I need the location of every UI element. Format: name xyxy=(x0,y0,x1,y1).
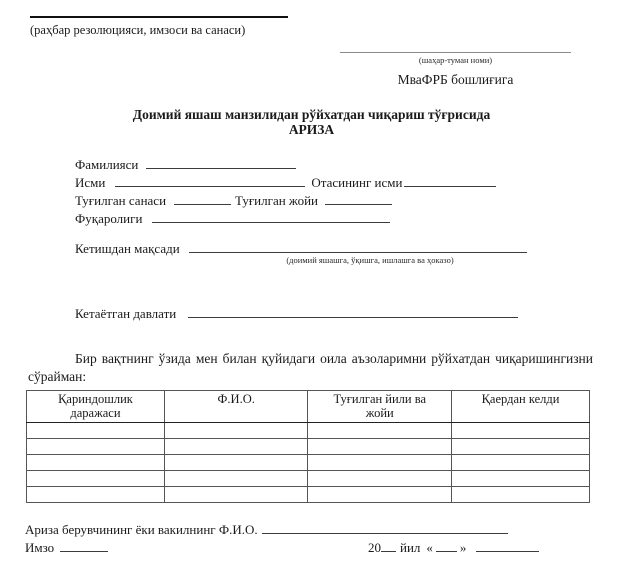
table-empty-rows xyxy=(27,423,590,503)
month-blank xyxy=(476,538,539,552)
document-title-line2: АРИЗА xyxy=(288,122,335,137)
empty-cell xyxy=(452,423,590,439)
signature-row xyxy=(25,538,108,556)
table-row xyxy=(27,487,590,503)
day-blank xyxy=(436,538,457,552)
empty-cell xyxy=(164,423,308,439)
name-blank xyxy=(115,173,305,187)
empty-cell xyxy=(308,439,452,455)
empty-cell xyxy=(164,487,308,503)
family-members-table xyxy=(26,390,590,503)
applicant-label: Ариза берувчининг ёки вакилнинг Ф.И.О. xyxy=(25,522,258,537)
applicant-blank xyxy=(262,520,508,534)
birth-place-label: Туғилган жойи xyxy=(235,193,318,208)
table-row xyxy=(27,471,590,487)
surname-blank xyxy=(146,155,296,169)
birth-place-blank xyxy=(325,191,392,205)
name-label: Исми xyxy=(75,175,106,190)
district-caption: (шаҳар-туман номи) xyxy=(418,55,493,65)
field-row-name xyxy=(75,173,496,191)
table-header-row xyxy=(27,391,590,423)
table-row xyxy=(27,439,590,455)
resolution-caption: (раҳбар резолюцияси, имзоси ва санаси) xyxy=(30,23,246,37)
field-row-surname xyxy=(75,155,296,173)
field-row-destination xyxy=(75,304,518,322)
destination-blank xyxy=(188,304,518,318)
table-row xyxy=(27,455,590,471)
destination-label: Кетаётган давлати xyxy=(75,306,177,321)
addressee-line: МваФРБ бошлиғига xyxy=(397,72,514,87)
resolution-signature-line xyxy=(30,16,288,18)
empty-cell xyxy=(452,439,590,455)
empty-cell xyxy=(27,487,165,503)
empty-cell xyxy=(164,455,308,471)
empty-cell xyxy=(308,455,452,471)
signature-blank xyxy=(60,538,108,552)
empty-cell xyxy=(164,439,308,455)
empty-cell xyxy=(452,471,590,487)
patronymic-blank xyxy=(404,173,496,187)
applicant-row xyxy=(25,520,508,538)
empty-cell xyxy=(452,455,590,471)
yil-label: йил xyxy=(400,540,421,555)
purpose-hint: (доимий яшашга, ўқишга, ишлашга ва ҳоказо) xyxy=(286,255,454,265)
document-title-line1: Доимий яшаш манзилидан рўйхатдан чиқариш тўғрисида xyxy=(132,107,491,122)
col-header-birth: Туғилган йили ва жойи xyxy=(308,391,452,423)
surname-label: Фамилияси xyxy=(75,157,139,172)
birth-date-blank xyxy=(174,191,231,205)
quote-open: « xyxy=(426,540,433,555)
empty-cell xyxy=(308,423,452,439)
col-header-kinship: Қариндошлик даражаси xyxy=(27,391,165,423)
year-blank xyxy=(381,538,396,552)
purpose-label: Кетишдан мақсади xyxy=(75,241,180,256)
empty-cell xyxy=(27,439,165,455)
empty-cell xyxy=(27,455,165,471)
empty-cell xyxy=(308,471,452,487)
col-header-origin: Қаердан келди xyxy=(452,391,590,423)
empty-cell xyxy=(27,471,165,487)
date-row xyxy=(368,538,539,556)
patronymic-label: Отасининг исми xyxy=(311,175,403,190)
empty-cell xyxy=(452,487,590,503)
field-row-citizenship xyxy=(75,209,390,227)
field-row-birth xyxy=(75,191,392,209)
signature-label: Имзо xyxy=(25,540,55,555)
empty-cell xyxy=(308,487,452,503)
district-name-line xyxy=(340,52,571,53)
empty-cell xyxy=(27,423,165,439)
birth-date-label: Туғилган санаси xyxy=(75,193,167,208)
quote-close: » xyxy=(459,540,467,555)
citizenship-blank xyxy=(152,209,390,223)
col-header-fio: Ф.И.О. xyxy=(164,391,308,423)
table-row xyxy=(27,423,590,439)
citizenship-label: Фуқаролиги xyxy=(75,211,143,226)
purpose-blank xyxy=(189,239,527,253)
empty-cell xyxy=(164,471,308,487)
request-paragraph: Бир вақтнинг ўзида мен билан қуйидаги оила аъзоларимни рўйхатдан чиқаришингизни сўрайман: xyxy=(28,351,593,384)
year-prefix: 20 xyxy=(368,540,381,555)
